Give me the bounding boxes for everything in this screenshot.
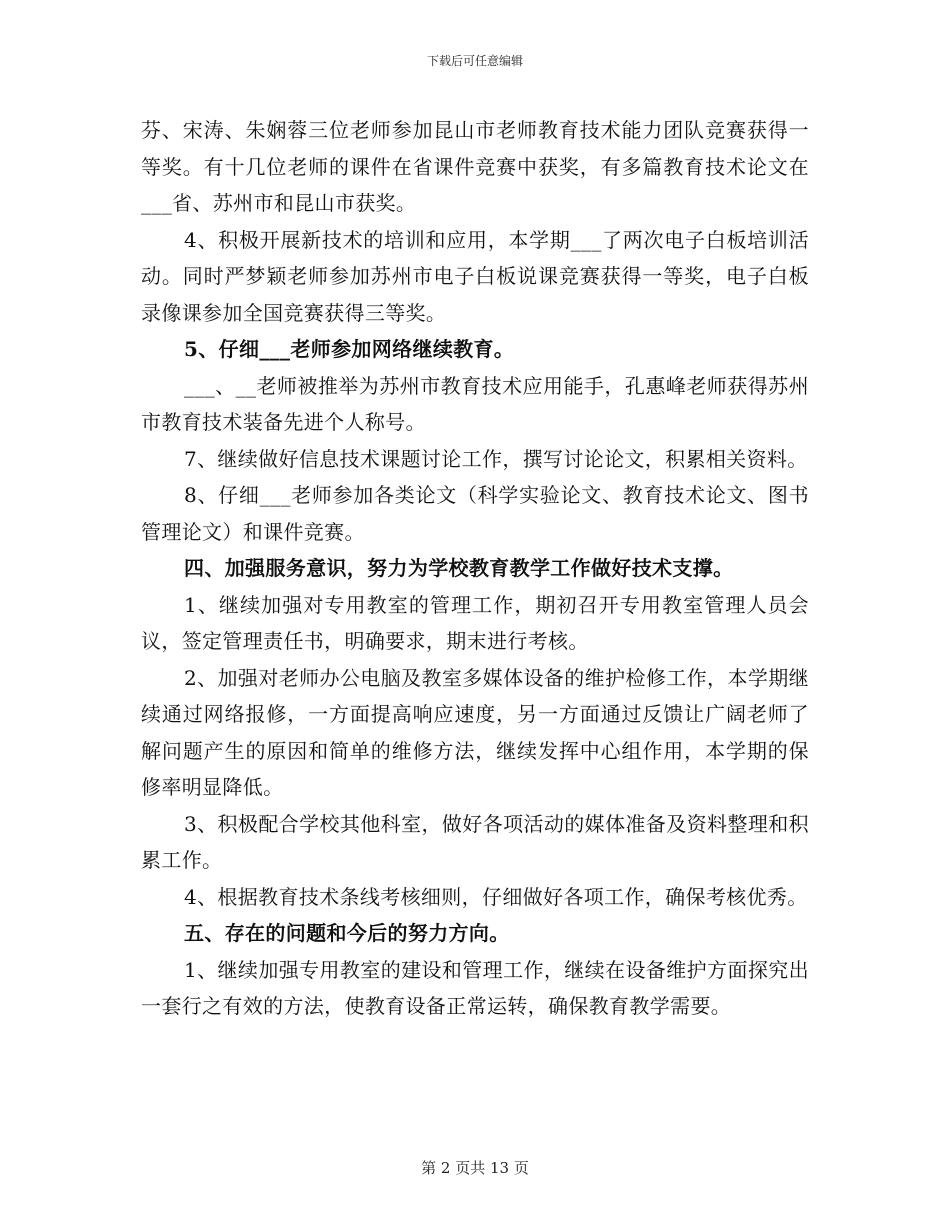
paragraph-item-4: 4、积极开展新技术的培训和应用，本学期___了两次电子白板培训活动。同时严梦颖老师参加苏州市电子白板说课竞赛获得一等奖，电子白板录像课参加全国竞赛获得三等奖。 (141, 227, 809, 325)
paragraph-section4-item-4: 4、根据教育技术条线考核细则，仔细做好各项工作，确保考核优秀。 (184, 884, 808, 909)
paragraph-section4-item-2: 2、加强对老师办公电脑及教室多媒体设备的维护检修工作，本学期继续通过网络报修，一方面提高响应速度，另一方面通过反馈让广阔老师了解问题产生的原因和简单的维修方法，继续发挥中心组作用，本学期的保修率明显降低。 (141, 665, 809, 799)
document-body (141, 112, 809, 1025)
page-footer-number: 第 2 页共 13 页 (421, 1159, 529, 1177)
paragraph-continuation: 芬、宋涛、朱娴蓉三位老师参加昆山市老师教育技术能力团队竞赛获得一等奖。有十几位老师的课件在省课件竞赛中获奖，有多篇教育技术论文在___省、苏州市和昆山市获奖。 (141, 118, 809, 215)
paragraph-section4-item-3: 3、积极配合学校其他科室，做好各项活动的媒体准备及资料整理和积累工作。 (141, 811, 809, 872)
page-header-note: 下载后可任意编辑 (426, 54, 523, 68)
paragraph-item-7: 7、继续做好信息技术课题讨论工作，撰写讨论论文，积累相关资料。 (184, 446, 808, 471)
section-heading-5: 五、存在的问题和今后的努力方向。 (184, 921, 510, 945)
section-heading-4: 四、加强服务意识，努力为学校教育教学工作做好技术支撑。 (184, 556, 734, 580)
paragraph-section5-item-1: 1、继续加强专用教室的建设和管理工作，继续在设备维护方面探究出一套行之有效的方法，使教育设备正常运转，确保教育教学需要。 (141, 957, 809, 1018)
paragraph-item-8: 8、仔细___老师参加各类论文（科学实验论文、教育技术论文、图书管理论文）和课件竞赛。 (141, 483, 809, 544)
paragraph-item-6: ___、__老师被推举为苏州市教育技术应用能手，孔惠峰老师获得苏州市教育技术装备先进个人称号。 (141, 373, 809, 434)
paragraph-item-5-heading: 5、仔细___老师参加网络继续教育。 (184, 337, 515, 361)
paragraph-section4-item-1: 1、继续加强对专用教室的管理工作，期初召开专用教室管理人员会议，签定管理责任书，明确要求，期末进行考核。 (141, 592, 809, 653)
